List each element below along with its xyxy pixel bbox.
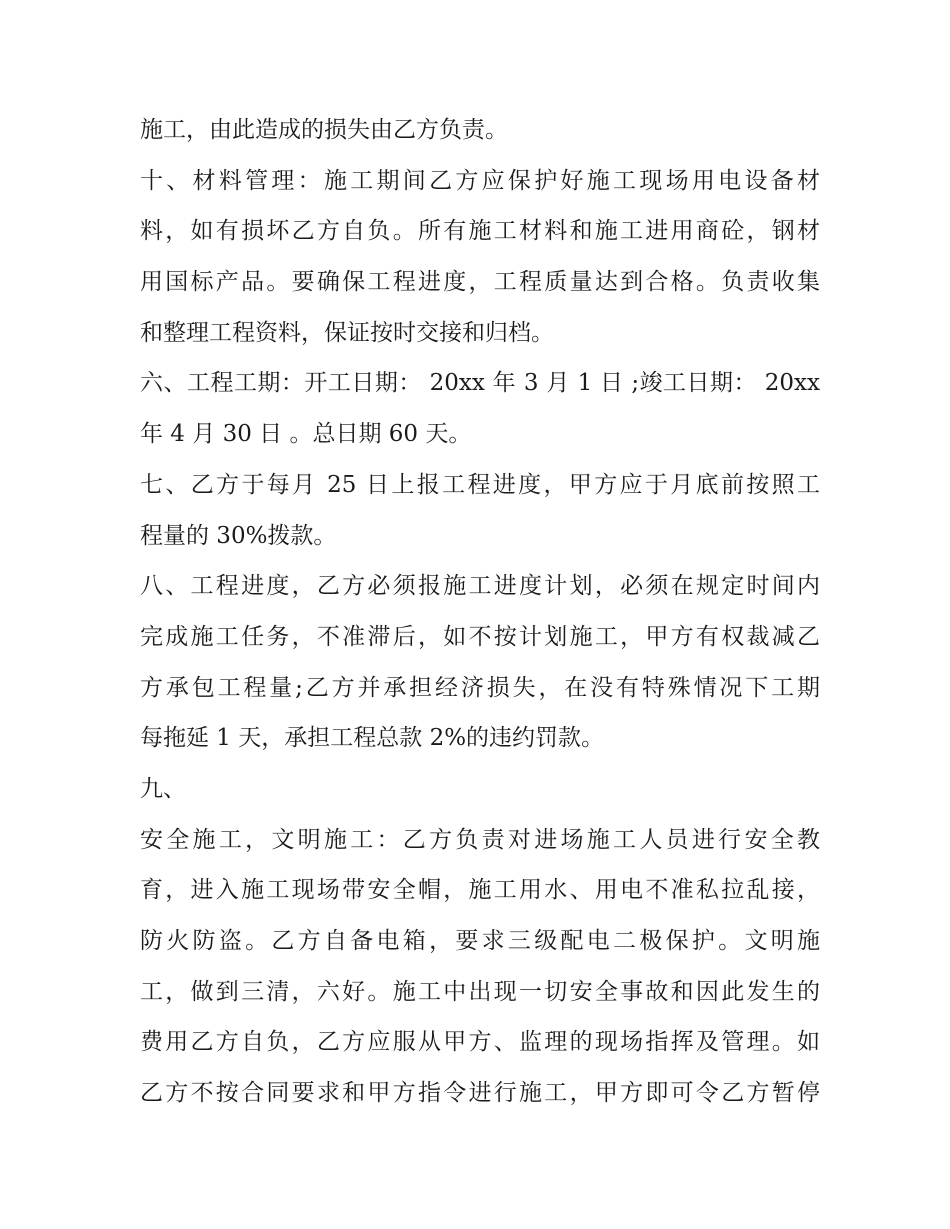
text-line: 九、 [140,775,186,802]
text-line: 费用乙方自负，乙方应服从甲方、监理的现场指挥及管理。如 [140,1029,820,1056]
text-line: 每拖延 1 天，承担工程总款 2%的违约罚款。 [140,725,605,752]
text-line: 防火防盗。乙方自备电箱，要求三级配电二极保护。文明施 [140,928,820,954]
text-line: 方承包工程量;乙方并承担经济损失，在没有特殊情况下工期 [140,674,820,701]
text-line: 乙方不按合同要求和甲方指令进行施工，甲方即可令乙方暂停 [140,1080,820,1107]
text-line: 十、材料管理：施工期间乙方应保护好施工现场用电设备材 [140,167,820,194]
text-line: 施工，由此造成的损失由乙方负责。 [140,117,508,143]
text-line: 育，进入施工现场带安全帽，施工用水、用电不准私拉乱接， [140,877,820,904]
text-line: 七、乙方于每月 25 日上报工程进度，甲方应于月底前按照工 [140,471,820,498]
text-line: 和整理工程资料，保证按时交接和归档。 [140,319,554,346]
text-line: 用国标产品。要确保工程进度，工程质量达到合格。负责收集 [140,269,820,296]
text-line: 八、工程进度，乙方必须报施工进度计划，必须在规定时间内 [140,573,820,600]
text-line: 料，如有损坏乙方自负。所有施工材料和施工进用商砼，钢材 [140,218,820,245]
text-line: 安全施工，文明施工：乙方负责对进场施工人员进行安全教 [140,826,820,853]
text-line: 工，做到三清，六好。施工中出现一切安全事故和因此发生的 [140,978,820,1005]
text-line: 年 4 月 30 日 。总日期 60 天。 [140,421,472,448]
text-line: 程量的 30%拨款。 [140,522,337,549]
text-line: 完成施工任务，不准滞后，如不按计划施工，甲方有权裁减乙 [140,623,820,650]
text-line: 六、工程工期：开工日期： 20xx 年 3 月 1 日 ;竣工日期： 20xx [140,370,820,397]
document-body [140,105,820,1119]
